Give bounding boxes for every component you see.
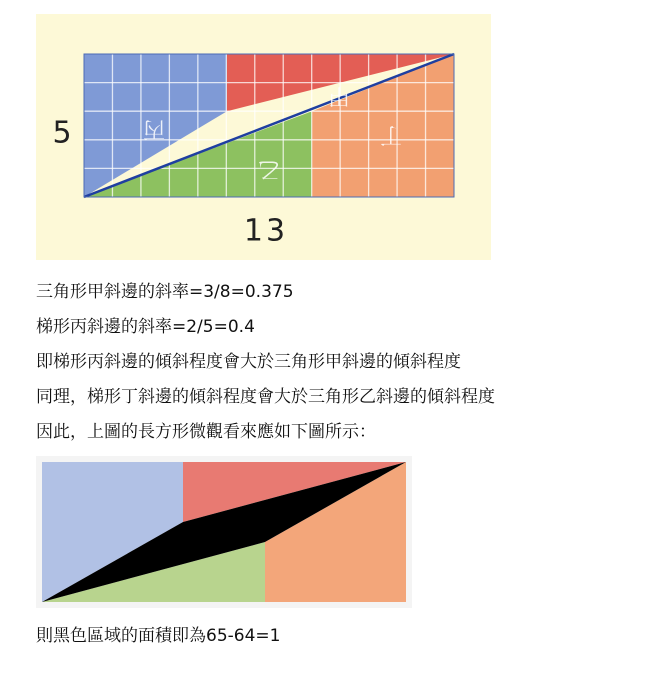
comparison-text-2: 同理，梯形丁斜邊的傾斜程度會大於三角形乙斜邊的傾斜程度 — [36, 387, 495, 407]
area-conclusion-text: 則黑色區域的面積即為65-64=1 — [36, 626, 281, 646]
width-label: 13 — [243, 213, 289, 249]
slope-a-text: 三角形甲斜邊的斜率=3/8=0.375 — [36, 282, 294, 302]
region-label-d: 丁 — [379, 122, 403, 147]
gap-rectangle-figure — [36, 456, 412, 608]
slope-c-text: 梯形丙斜邊的斜率=2/5=0.4 — [36, 317, 255, 337]
conclusion-intro-text: 因此，上圖的長方形微觀看來應如下圖所示： — [36, 422, 376, 442]
region-label-a: 甲 — [327, 83, 351, 108]
comparison-text-1: 即梯形丙斜邊的傾斜程度會大於三角形甲斜邊的傾斜程度 — [36, 352, 461, 372]
region-label-b: 乙 — [257, 156, 281, 181]
region-label-c: 丙 — [142, 116, 166, 141]
height-label: 5 — [52, 115, 72, 151]
grid-rectangle-figure — [36, 14, 491, 260]
